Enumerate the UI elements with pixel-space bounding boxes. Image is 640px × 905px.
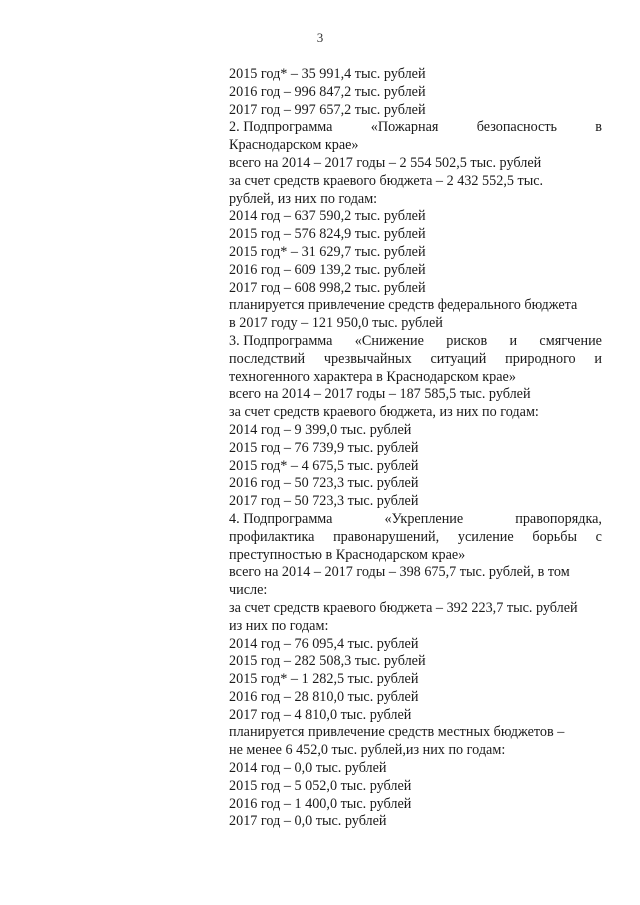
text-line <box>229 119 602 137</box>
line-word: природного <box>505 350 576 367</box>
text-line: 2014 год – 9 399,0 тыс. рублей <box>229 421 412 438</box>
line-word: смягчение <box>539 332 602 349</box>
text-line <box>229 529 602 547</box>
text-line: 2017 год – 4 810,0 тыс. рублей <box>229 706 412 723</box>
text-line: 2015 год* – 4 675,5 тыс. рублей <box>229 457 419 474</box>
text-line: за счет средств краевого бюджета, из них по годам: <box>229 404 539 421</box>
line-word: борьбы <box>532 528 577 545</box>
text-line: 2015 год* – 31 629,7 тыс. рублей <box>229 243 426 260</box>
text-line: всего на 2014 – 2017 годы – 187 585,5 тыс. рублей <box>229 386 531 403</box>
text-line: 2017 год – 0,0 тыс. рублей <box>229 813 387 830</box>
text-line: 2016 год – 28 810,0 тыс. рублей <box>229 688 419 705</box>
text-line: рублей, из них по годам: <box>229 190 378 207</box>
line-word: чрезвычайных <box>323 350 412 367</box>
line-word: и <box>509 332 518 349</box>
text-line: за счет средств краевого бюджета – 392 223,7 тыс. рублей <box>229 599 578 616</box>
line-word: с <box>595 528 602 545</box>
page-number: 3 <box>316 30 324 45</box>
text-line: всего на 2014 – 2017 годы – 2 554 502,5 тыс. рублей <box>229 154 542 171</box>
line-word: 2. Подпрограмма <box>229 119 333 136</box>
text-line: не менее 6 452,0 тыс. рублей,из них по годам: <box>229 742 506 759</box>
line-word: правонарушений, <box>333 528 440 545</box>
text-line: 2015 год – 5 052,0 тыс. рублей <box>229 777 412 794</box>
text-line: планируется привлечение средств федерального бюджета <box>229 297 578 314</box>
text-line: 2017 год – 50 723,3 тыс. рублей <box>229 493 419 510</box>
text-line: 2015 год* – 1 282,5 тыс. рублей <box>229 671 419 688</box>
text-line: 2017 год – 997 657,2 тыс. рублей <box>229 101 426 118</box>
document-body <box>229 66 602 831</box>
text-line: за счет средств краевого бюджета – 2 432 552,5 тыс. <box>229 172 544 189</box>
text-line: 2015 год – 282 508,3 тыс. рублей <box>229 653 426 670</box>
line-word: в <box>595 119 602 136</box>
text-line: 2016 год – 609 139,2 тыс. рублей <box>229 261 426 278</box>
text-line: в 2017 году – 121 950,0 тыс. рублей <box>229 315 443 332</box>
text-line: 2015 год – 76 739,9 тыс. рублей <box>229 439 419 456</box>
text-line: 2014 год – 76 095,4 тыс. рублей <box>229 635 419 652</box>
text-line: 2016 год – 996 847,2 тыс. рублей <box>229 83 426 100</box>
text-line: 2016 год – 1 400,0 тыс. рублей <box>229 795 412 812</box>
text-line: 2014 год – 637 590,2 тыс. рублей <box>229 208 426 225</box>
line-word: последствий <box>229 350 306 367</box>
text-line <box>229 333 602 351</box>
text-line: из них по годам: <box>229 617 329 634</box>
line-word: профилактика <box>229 528 315 545</box>
text-line: 2016 год – 50 723,3 тыс. рублей <box>229 475 419 492</box>
text-line <box>229 351 602 369</box>
text-line <box>229 511 602 529</box>
line-word: безопасность <box>476 119 558 136</box>
line-word: правопорядка, <box>515 510 602 527</box>
line-word: «Снижение <box>354 332 424 349</box>
line-word: «Укрепление <box>384 510 464 527</box>
text-line: 2015 год – 576 824,9 тыс. рублей <box>229 226 426 243</box>
text-line: всего на 2014 – 2017 годы – 398 675,7 тыс. рублей, в том <box>229 564 570 581</box>
text-line: преступностью в Краснодарском крае» <box>229 546 466 563</box>
text-line: 2017 год – 608 998,2 тыс. рублей <box>229 279 426 296</box>
line-word: усиление <box>457 528 514 545</box>
text-line: планируется привлечение средств местных бюджетов – <box>229 724 565 741</box>
line-word: 4. Подпрограмма <box>229 510 333 527</box>
line-word: «Пожарная <box>370 119 439 136</box>
text-line: Краснодарском крае» <box>229 137 359 154</box>
text-line: числе: <box>229 582 268 599</box>
line-word: рисков <box>446 332 488 349</box>
text-line: 2015 год* – 35 991,4 тыс. рублей <box>229 66 426 82</box>
line-word: и <box>594 350 602 367</box>
line-word: 3. Подпрограмма <box>229 332 333 349</box>
line-word: ситуаций <box>430 350 487 367</box>
text-line: 2014 год – 0,0 тыс. рублей <box>229 760 387 777</box>
text-line: техногенного характера в Краснодарском крае» <box>229 368 516 385</box>
